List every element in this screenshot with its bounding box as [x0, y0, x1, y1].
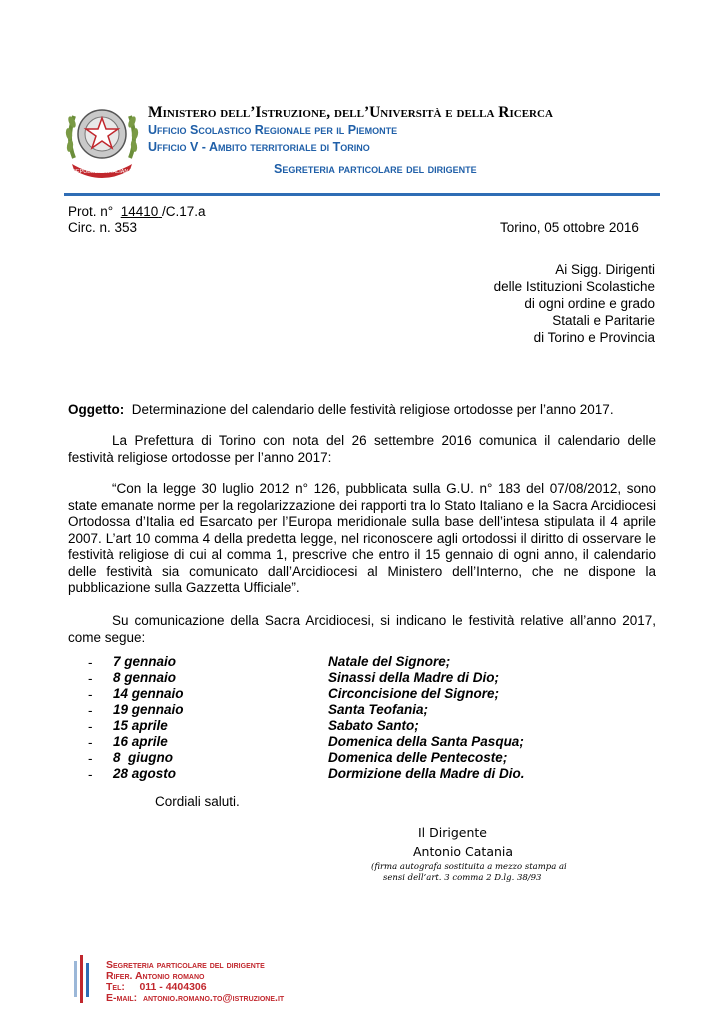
festivity-date: 8 giugno: [113, 750, 173, 765]
recipient-line: di ogni ordine e grado: [524, 296, 655, 311]
festivity-name: Sinassi della Madre di Dio;: [328, 670, 500, 685]
closing-greeting: Cordiali saluti.: [155, 794, 240, 809]
footer-logo-icon: [74, 955, 94, 1003]
svg-text:REPUBBLICA ITALIANA: REPUBBLICA ITALIANA: [71, 169, 133, 175]
header-divider: [64, 193, 660, 196]
footer-contact: [106, 960, 284, 1004]
signature-role: Il Dirigente: [418, 825, 487, 840]
festivity-date: 15 aprile: [113, 718, 168, 733]
footer-phone: Tel: 011 - 4404306: [106, 981, 207, 993]
body-paragraph-list-intro: Su comunicazione della Sacra Arcidiocesi, si indicano le festività relative all’anno 2017, come segue:: [68, 613, 656, 645]
festivity-name: Circoncisione del Signore;: [328, 686, 500, 701]
protocol-number: 14410: [120, 204, 159, 219]
festivity-date: 7 gennaio: [113, 654, 177, 669]
subject-line: [68, 402, 614, 417]
festivity-date: 14 gennaio: [113, 686, 184, 701]
footer-email: E-mail: antonio.romano.to@istruzione.it: [106, 992, 285, 1004]
recipient-line: Statali e Paritarie: [552, 313, 655, 328]
festivity-name: Santa Teofania;: [328, 702, 429, 717]
protocol-suffix: /C.17.a: [162, 204, 206, 219]
protocol-label: Prot. n°: [68, 204, 114, 219]
festivity-name: Domenica delle Pentecoste;: [328, 750, 508, 765]
festivities-list: [88, 654, 525, 782]
office-secretariat: Segreteria particolare del dirigente: [274, 162, 477, 176]
recipients-block: [494, 261, 655, 346]
list-item: - 8 giugno Domenica delle Pentecoste;: [88, 750, 508, 766]
ministry-title: Ministero dell’Istruzione, dell’Università e della Ricerca: [148, 104, 553, 121]
signature-note: (firma autografa sostituita a mezzo stampa ai sensi dell’art. 3 comma 2 D.lg. 38/93: [371, 862, 567, 883]
festivity-date: 28 agosto: [113, 766, 177, 781]
list-item: - 7 gennaio Natale del Signore;: [88, 654, 451, 670]
circular-number: Circ. n. 353: [68, 220, 138, 235]
festivity-date: 19 gennaio: [113, 702, 184, 717]
list-item: - 28 agosto Dormizione della Madre di Dio.: [88, 766, 525, 782]
footer-reference: Rifer. Antonio romano: [106, 970, 205, 982]
festivity-date: 8 gennaio: [113, 670, 177, 685]
list-item: - 8 gennaio Sinassi della Madre di Dio;: [88, 670, 500, 686]
festivity-name: Domenica della Santa Pasqua;: [328, 734, 524, 749]
body-paragraph-intro: La Prefettura di Torino con nota del 26 settembre 2016 comunica il calendario delle festività religiose ortodosse per l’anno 2017:: [68, 433, 656, 465]
festivity-name: Natale del Signore;: [328, 654, 451, 669]
festivity-name: Sabato Santo;: [328, 718, 419, 733]
footer-office: Segreteria particolare del dirigente: [106, 959, 265, 971]
signature-name: Antonio Catania: [413, 844, 514, 859]
protocol-line: [68, 204, 206, 219]
list-item: - 14 gennaio Circoncisione del Signore;: [88, 686, 500, 702]
recipient-line: delle Istituzioni Scolastiche: [493, 279, 655, 294]
subject-text: Determinazione del calendario delle festività religiose ortodosse per l’anno 2017.: [131, 402, 614, 417]
list-item: - 15 aprile Sabato Santo;: [88, 718, 419, 734]
body-quote: “Con la legge 30 luglio 2012 n° 126, pubblicata sulla G.U. n° 183 del 07/08/2012, sono state emanate norme per la regolarizzazione dei rapporti tra lo Stato Italiano e la Sacra Arcidiocesi Ortodossa d’Italia ed Esarcato per l’Europa meridionale sulla base dell’intesa stipulata il 4 aprile 2007. L’art 10 comma 4 della predetta legge, nel riconoscere agli ortodossi il diritto di osservare le festività religiose di cui al comma 1, prescrive che entro il 15 gennaio di ogni anno, il calendario delle festività sia comunicato dall’Arcidiocesi al Ministero dell’Interno, che ne dispone la pubblicazione sulla Gazzetta Ufficiale”.: [68, 481, 656, 595]
republic-emblem-icon: [64, 98, 140, 180]
place-date: Torino, 05 ottobre 2016: [500, 220, 639, 235]
festivity-name: Dormizione della Madre di Dio.: [328, 766, 525, 781]
list-item: - 16 aprile Domenica della Santa Pasqua;: [88, 734, 524, 750]
festivity-date: 16 aprile: [113, 734, 168, 749]
recipient-line: di Torino e Provincia: [533, 330, 655, 345]
office-regional: Ufficio Scolastico Regionale per il Piemonte: [148, 123, 398, 137]
list-item: - 19 gennaio Santa Teofania;: [88, 702, 429, 718]
recipient-line: Ai Sigg. Dirigenti: [555, 262, 655, 277]
office-territorial: Ufficio V - Ambito territoriale di Torino: [148, 140, 370, 154]
subject-label: Oggetto:: [68, 402, 125, 417]
